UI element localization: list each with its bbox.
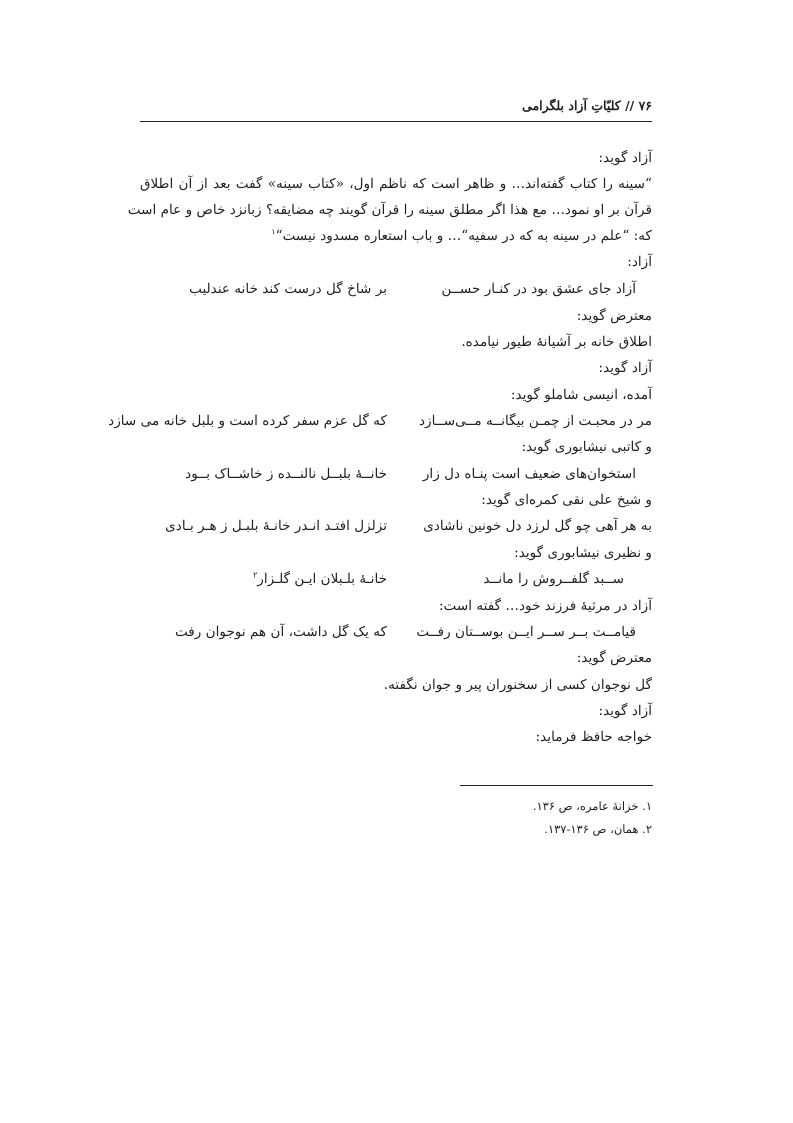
verse-hemistich-left: که یک گل داشت، آن هم نوجوان رفت (174, 624, 387, 640)
body-line: و نظیری نیشابوری گوید: (514, 545, 652, 561)
verse-hemistich-left: بر شاخ گل درست کند خانه عندلیب (189, 281, 387, 297)
footnote: ۱. خزانهٔ عامره، ص ۱۳۶. (532, 799, 652, 813)
verse-line (140, 464, 652, 484)
speaker-label: آزاد گوید: (598, 360, 652, 376)
body-line: گل نوجوان کسی از سخنوران پیر و جوان نگفته. (383, 677, 652, 693)
verse-hemistich-left: که گل عزم سفر کرده است و بلبل خانه می سازد (108, 413, 387, 429)
speaker-label: معترض گوید: (576, 308, 652, 324)
verse-line (140, 569, 652, 589)
footnote-rule (460, 785, 653, 786)
body-line: قرآن بر او نمود… مع هذا اگر مطلق سینه را قرآن گویند چه مضایقه؟ زبانزد خاص و عام است (127, 202, 652, 218)
body-line: اطلاق خانه بر آشیانهٔ طیور نیامده. (461, 334, 652, 350)
body-line: آزاد در مرثیهٔ فرزند خود… گفته است: (438, 598, 652, 614)
speaker-label: آزاد گوید: (598, 703, 652, 719)
verse-line (108, 411, 652, 431)
verse-hemistich-right: مر در محبـت از چمـن بیگانــه مــی‌ســازد (418, 413, 652, 429)
verse-hemistich-left: تزلزل افتـد انـدر خانـهٔ بلبـل ز هـر بـادی (165, 518, 387, 534)
header-rule (140, 121, 652, 122)
verse-hemistich-left: خانـهٔ بلـبلان ایـن گلـزار$^۲$ (252, 570, 387, 587)
body-line: و کاتبی نیشابوری گوید: (521, 439, 652, 455)
body-line: خواجه حافظ فرماید: (535, 729, 652, 745)
verse-hemistich-right: به هر آهی چو گل لرزد دل خونین ناشادی (423, 518, 652, 534)
speaker-label: آزاد گوید: (598, 150, 652, 166)
verse-hemistich-right: قیامــت بــر ســر ایــن بوســتان رفــت (416, 624, 636, 640)
verse-hemistich-right: ســبد گلفــروش را مانــد (483, 571, 624, 587)
body-line: و شیخ علی نقی کمره‌ای گوید: (481, 492, 652, 508)
verse-line (140, 622, 652, 642)
speaker-label: معترض گوید: (576, 650, 652, 666)
verse-line (140, 516, 652, 536)
verse-hemistich-left: خانــهٔ بلبــل نالنــده ز خاشــاک بــود (185, 466, 387, 482)
verse-hemistich-right: استخوان‌های ضعیف است پنـاه دل زار (422, 466, 636, 482)
running-header: ۷۶ // کلیّاتِ آزاد بلگرامی (522, 98, 652, 113)
verse-line (140, 279, 652, 299)
body-line: آمده، انیسی شاملو گوید: (510, 387, 652, 403)
footnote-ref: ۱ (271, 227, 276, 237)
footnote: ۲. همان، ص ۱۳۶-۱۳۷. (544, 822, 652, 836)
verse-hemistich-right: آزاد جای عشق بود در کنـار حســن (441, 281, 636, 297)
body-line: “سینه را کتاب گفته‌اند… و ظاهر است که ناظم اول، «کتاب سینه» گفت بعد از آن اطلاق (140, 176, 652, 192)
speaker-label: آزاد: (627, 254, 652, 270)
footnote-ref: ۲ (252, 570, 258, 580)
body-line: که: “علم در سینه به که در سفیه“… و باب استعاره مسدود نیست“$^۱$ (271, 227, 652, 244)
